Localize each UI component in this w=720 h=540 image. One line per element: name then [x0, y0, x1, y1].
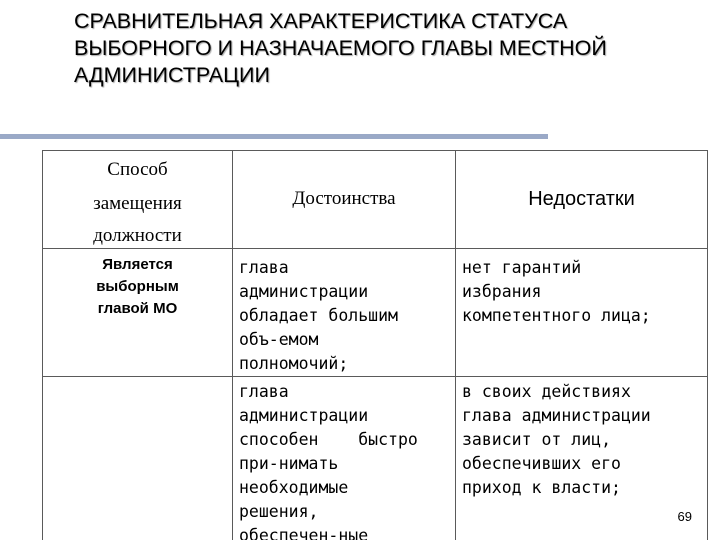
row1-adv-line: полномочий;	[239, 354, 349, 373]
slide-title-line: СРАВНИТЕЛЬНАЯ ХАРАКТЕРИСТИКА СТАТУСА	[74, 9, 568, 33]
row1-adv-line: администрации	[239, 282, 369, 301]
row2-advantages	[239, 380, 451, 540]
row2-adv-line: при-нимать	[239, 454, 339, 473]
row1-adv-line: объ-емом	[239, 330, 319, 349]
slide-title-line: ВЫБОРНОГО И НАЗНАЧАЕМОГО ГЛАВЫ МЕСТНОЙ	[74, 36, 607, 60]
row1-adv-line: глава	[239, 258, 289, 277]
header-method-line: должности	[93, 225, 182, 246]
row1-dis-line: компетентного лица;	[462, 306, 651, 325]
row2-disadvantages	[462, 380, 706, 500]
header-method	[43, 155, 232, 251]
title-accent-bar	[0, 134, 548, 139]
slide-title-line: АДМИНИСТРАЦИИ	[74, 63, 270, 87]
row2-dis-line: приход к власти;	[462, 478, 621, 497]
row1-method	[43, 254, 232, 320]
row1-adv-line: обладает большим	[239, 306, 398, 325]
row1-method-line: выборным	[96, 278, 179, 295]
row2-adv-line: глава	[239, 382, 289, 401]
row1-dis-line: избрания	[462, 282, 542, 301]
row2-dis-line: глава администрации	[462, 406, 651, 425]
row1-disadvantages	[462, 256, 706, 328]
row1-method-line: Является	[102, 256, 173, 273]
page-number: 69	[677, 509, 692, 524]
row2-adv-line: администрации	[239, 406, 369, 425]
header-advantages: Достоинства	[292, 188, 396, 209]
row2-dis-line: обеспечивших его	[462, 454, 621, 473]
row2-adv-line: решения,	[239, 502, 319, 521]
table-border-right	[707, 150, 708, 540]
header-method-line: замещения	[93, 193, 182, 214]
row1-method-line: главой МО	[97, 300, 178, 317]
row2-adv-line: способен быстро	[239, 430, 418, 449]
row1-advantages	[239, 256, 451, 376]
header-disadvantages: Недостатки	[528, 188, 635, 210]
row2-dis-line: в своих действиях	[462, 382, 631, 401]
row2-dis-line: зависит от лиц,	[462, 430, 612, 449]
header-method-line: Способ	[107, 159, 168, 180]
table-row-divider	[42, 376, 708, 377]
slide-title	[74, 8, 694, 89]
table-border-top	[42, 150, 708, 151]
row1-dis-line: нет гарантий	[462, 258, 582, 277]
row2-adv-line: обеспечен-ные	[239, 526, 369, 540]
row2-adv-line: необходимые	[239, 478, 349, 497]
